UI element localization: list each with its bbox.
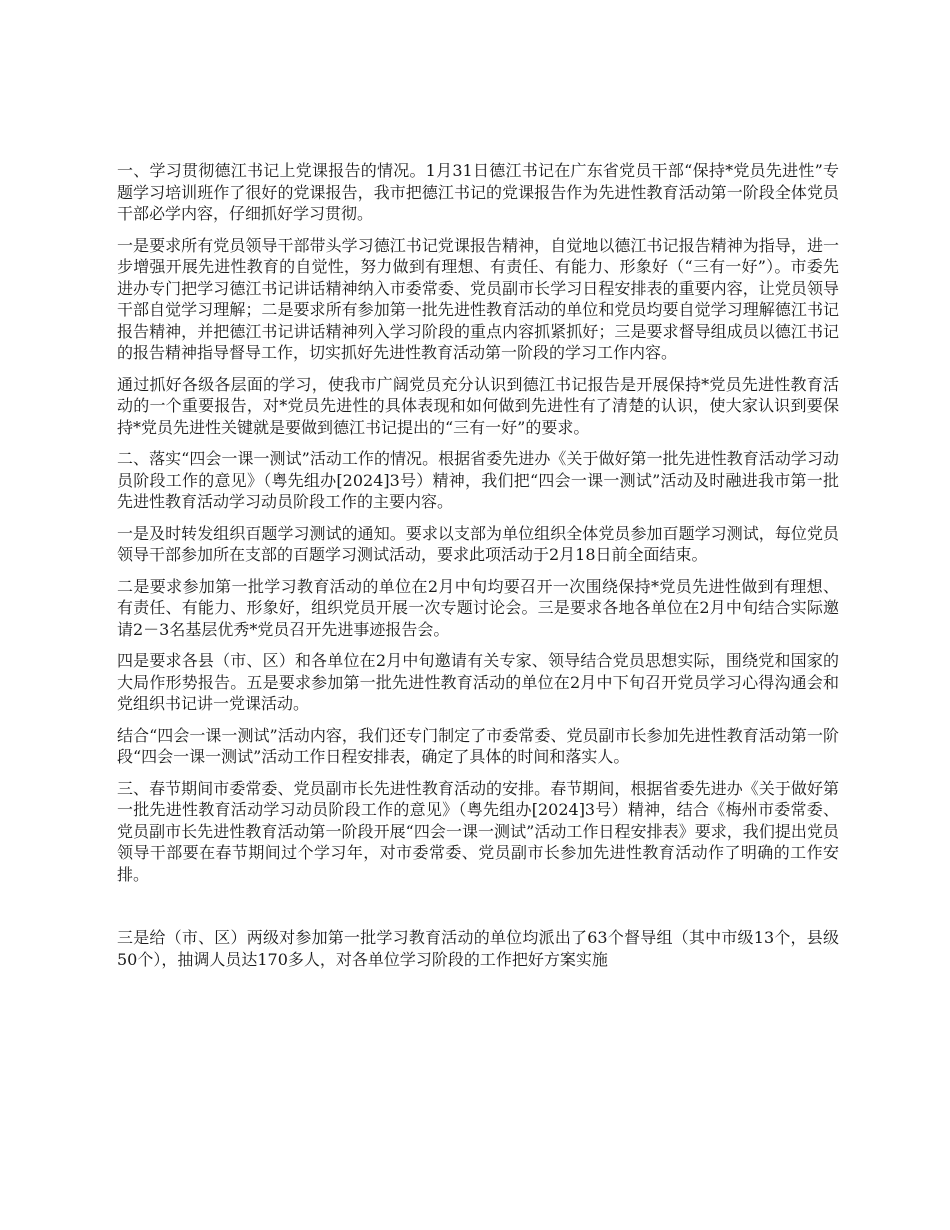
document-body xyxy=(117,160,839,980)
paragraph-3: 通过抓好各级各层面的学习，使我市广阔党员充分认识到德江书记报告是开展保持*党员先进性教育活动的一个重要报告，对*党员先进性的具体表现和如何做到先进性有了清楚的认识，使大家认识到要保持*党员先进性关键就是要做到德江书记提出的“三有一好”的要求。 xyxy=(117,374,839,437)
paragraph-1: 一、学习贯彻德江书记上党课报告的情况。1月31日德江书记在广东省党员干部“保持*党员先进性”专题学习培训班作了很好的党课报告，我市把德江书记的党课报告作为先进性教育活动第一阶段全体党员干部必学内容，仔细抓好学习贯彻。 xyxy=(117,161,839,223)
paragraph-2: 一是要求所有党员领导干部带头学习德江书记党课报告精神，自觉地以德江书记报告精神为指导，进一步增强开展先进性教育的自觉性，努力做到有理想、有责任、有能力、形象好（“三有一好”）。市委先进办专门把学习德江书记讲话精神纳入市委常委、党员副市长学习日程安排表的重要内容，让党员领导干部自觉学习理解；二是要求所有参加第一批先进性教育活动的单位和党员均要自觉学习理解德江书记报告精神，并把德江书记讲话精神列入学习阶段的重点内容抓紧抓好；三是要求督导组成员以德江书记的报告精神指导督导工作，切实抓好先进性教育活动第一阶段的学习工作内容。 xyxy=(117,235,839,362)
paragraph-7: 四是要求各县（市、区）和各单位在2月中旬邀请有关专家、领导结合党员思想实际，围绕党和国家的大局作形势报告。五是要求参加第一批先进性教育活动的单位在2月中下旬召开党员学习心得沟通会和党组织书记讲一党课活动。 xyxy=(117,651,839,713)
paragraph-5: 一是及时转发组织百题学习测试的通知。要求以支部为单位组织全体党员参加百题学习测试，每位党员领导干部参加所在支部的百题学习测试活动，要求此项活动于2月18日前全面结束。 xyxy=(117,523,839,564)
paragraph-10: 三是给（市、区）两级对参加第一批学习教育活动的单位均派出了63个督导组（其中市级13个，县级50个），抽调人员达170多人，对各单位学习阶段的工作把好方案实施 xyxy=(117,928,839,969)
paragraph-8: 结合“四会一课一测试”活动内容，我们还专门制定了市委常委、党员副市长参加先进性教育活动第一阶段“四会一课一测试”活动工作日程安排表，确定了具体的时间和落实人。 xyxy=(117,725,839,766)
paragraph-6: 二是要求参加第一批学习教育活动的单位在2月中旬均要召开一次围绕保持*党员先进性做到有理想、有责任、有能力、形象好，组织党员开展一次专题讨论会。三是要求各地各单位在2月中旬结合实际邀请2－3名基层优秀*党员召开先进事迹报告会。 xyxy=(117,576,839,639)
paragraph-4: 二、落实“四会一课一测试”活动工作的情况。根据省委先进办《关于做好第一批先进性教育活动学习动员阶段工作的意见》（粤先组办[2024]3号）精神，我们把“四会一课一测试”活动及时融进我市第一批先进性教育活动学习动员阶段工作的主要内容。 xyxy=(117,449,839,511)
paragraph-9: 三、春节期间市委常委、党员副市长先进性教育活动的安排。春节期间，根据省委先进办《关于做好第一批先进性教育活动学习动员阶段工作的意见》（粤先组办[2024]3号）精神，结合《梅州市委常委、党员副市长先进性教育活动第一阶段开展“四会一课一测试”活动工作日程安排表》要求，我们提出党员领导干部要在春节期间过个学习年，对市委常委、党员副市长参加先进性教育活动作了明确的工作安排。 xyxy=(117,778,839,884)
